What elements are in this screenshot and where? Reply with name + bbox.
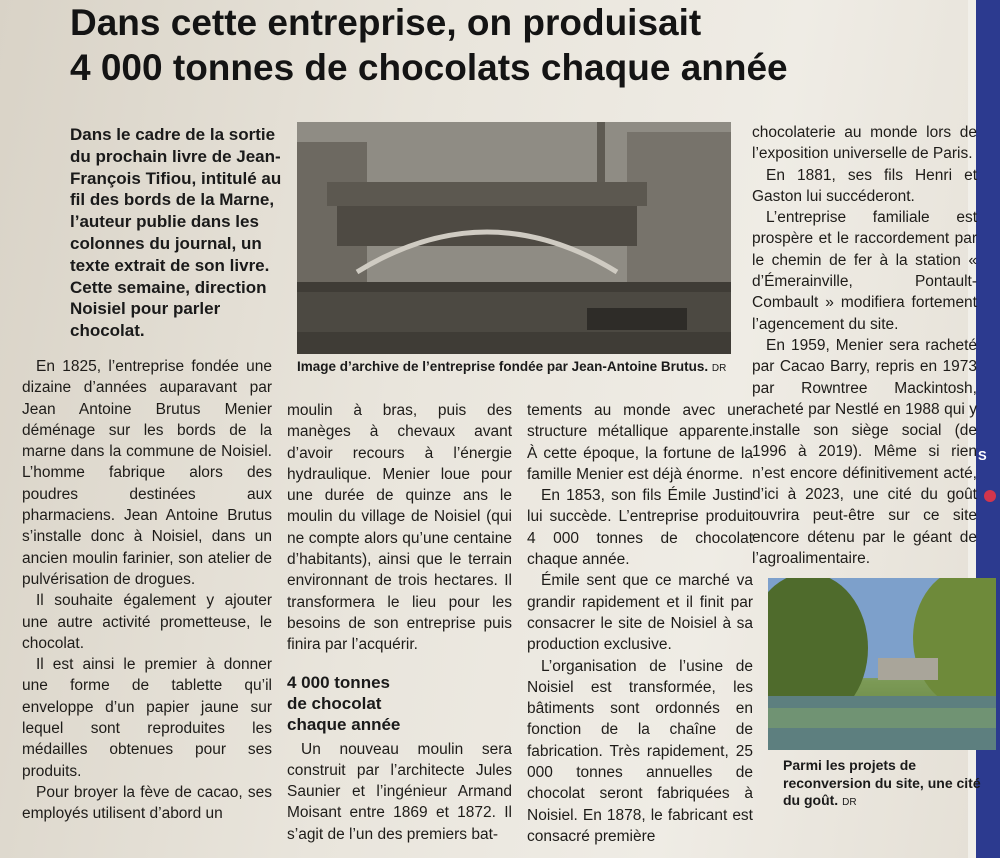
reconversion-photo xyxy=(768,578,996,750)
column-2 xyxy=(287,400,512,845)
col3-paragraph: L’organisation de l’usine de Noisiel est transformée, les bâtiments sont ordonnés en fonction de la chaîne de fabrication. Très rapidement, 25 000 tonnes annuelles de chocolat seront fabriquées à Noisiel. En 1878, le fabricant est consacré première xyxy=(527,657,753,845)
col3-paragraph: Émile sent que ce marché va grandir rapidement et il finit par consacrer le site de Noisiel à sa production exclusive. xyxy=(527,572,753,654)
intertitle-line-2: de chocolat xyxy=(287,693,382,713)
intertitle-line-3: chaque année xyxy=(287,714,401,734)
column-1 xyxy=(22,356,272,825)
col1-paragraph: Il est ainsi le premier à donner une forme de tablette qu’il enveloppe d’un papier jaune sur lequel sont reproduites les médailles obtenues pour ses produits. xyxy=(22,656,272,780)
archive-photo-caption xyxy=(297,358,731,377)
col1-paragraph: En 1825, l’entreprise fondée une dizaine d’années auparavant par Jean Antoine Brutus Menier déménage sur les bords de la marne dans la commune de Noisiel. L’homme fabrique alors des poudres destinées aux pharmaciens. Jean Antoine Brutus s’installe donc à Noisiel, dans un ancien moulin farinier, son atelier de pulvérisation de drogues. xyxy=(22,358,272,588)
headline-line-1: Dans cette entreprise, on produisait xyxy=(70,2,702,43)
col4-paragraph: En 1959, Menier sera racheté par Cacao Barry, repris en 1973 par Rowntree Mackintosh, racheté par Nestlé en 1988 qui y installe son siège social (de 1996 à 2019). Même si rien n’est encore définitivement acté, d’ici à 2023, une cité du goût ouvrira peut-être sur ce site encore détenu par le géant de l’agroalimentaire. xyxy=(752,336,977,567)
column-4 xyxy=(752,122,977,599)
intertitle xyxy=(287,672,512,735)
reconversion-photo-credit: DR xyxy=(842,797,857,808)
headline xyxy=(70,0,930,90)
intro-paragraph: Dans le cadre de la sortie du prochain livre de Jean-François Tifiou, intitulé au fil des bords de la Marne, l’auteur publie dans les colonnes du journal, un texte extrait de son livre. Cette semaine, direction Noisiel pour parler chocolat. xyxy=(70,125,282,341)
archive-photo-credit: DR xyxy=(711,363,727,374)
edge-text-fragment: S xyxy=(978,448,987,463)
col2-paragraph: Un nouveau moulin sera construit par l’architecte Jules Saunier et l’ingénieur Armand Moisant entre 1869 et 1872. Il s’agit de l’un des premiers bat- xyxy=(287,740,512,843)
archive-photo xyxy=(297,122,731,354)
col4-paragraph: L’entreprise familiale est prospère et le raccordement par le chemin de fer à la station « d’Émerainville, Pontault-Combault » modifiera fortement l’agencement du site. xyxy=(752,209,977,333)
col2-paragraph: moulin à bras, puis des manèges à chevaux avant d’avoir recours à l’énergie hydraulique. Menier loue pour une durée de quinze ans le moulin du village de Noisiel (qui ne compte alors qu’une centaine d’habitants), ainsi que le terrain environnant de trois hectares. Il transformera le lieu pour les besoins de son entreprise puis finira par l’acquérir. xyxy=(287,402,512,654)
edge-pink-dot xyxy=(984,490,996,502)
reconversion-photo-caption-text: Parmi les projets de reconversion du site, une cité du goût. xyxy=(783,757,981,808)
archive-photo-caption-text: Image d’archive de l’entreprise fondée par Jean-Antoine Brutus. xyxy=(297,359,709,374)
col1-paragraph: Il souhaite également y ajouter une autre activité prometteuse, le chocolat. xyxy=(22,592,272,652)
col3-paragraph: tements au monde avec une structure métallique apparente. À cette époque, la fortune de la famille Menier est déjà énorme. xyxy=(527,402,753,483)
headline-line-2: 4 000 tonnes de chocolats chaque année xyxy=(70,47,788,88)
col1-paragraph: Pour broyer la fève de cacao, ses employés utilisent d’abord un xyxy=(22,783,272,823)
col4-paragraph: En 1881, ses fils Henri et Gaston lui succéderont. xyxy=(752,166,977,205)
intertitle-line-1: 4 000 tonnes xyxy=(287,672,390,692)
col4-paragraph: chocolaterie au monde lors de l’exposition universelle de Paris. xyxy=(752,124,977,163)
column-3 xyxy=(527,400,753,847)
reconversion-photo-caption xyxy=(783,757,995,812)
col3-paragraph: En 1853, son fils Émile Justin lui succède. L’entreprise produit 4 000 tonnes de chocolat chaque année. xyxy=(527,487,753,569)
